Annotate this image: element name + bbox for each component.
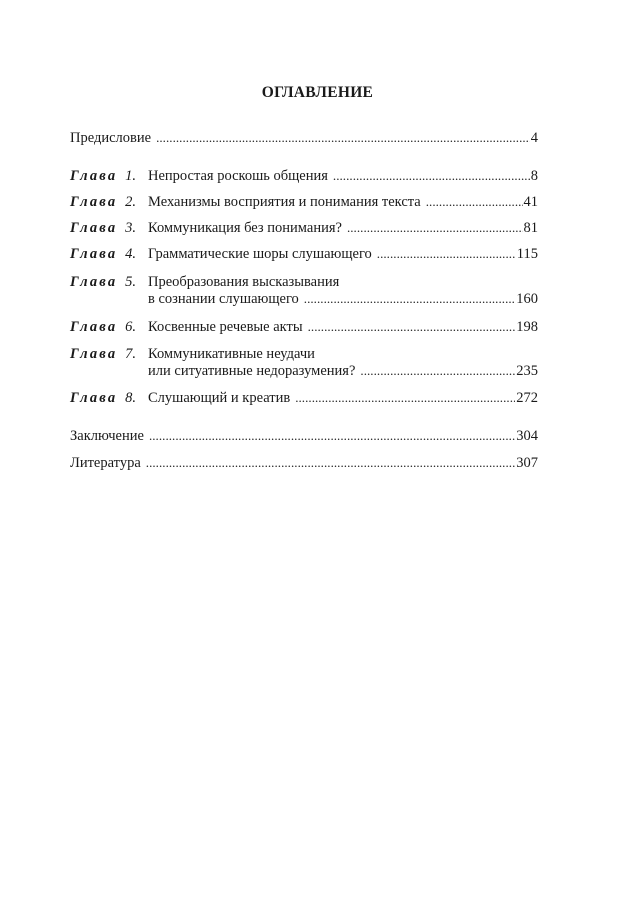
page-number: 8 bbox=[530, 168, 538, 184]
chapter-label: Глава 8. bbox=[70, 390, 137, 406]
dot-leader bbox=[333, 168, 530, 185]
toc-entry-chapter-8[interactable] bbox=[70, 390, 538, 407]
dot-leader bbox=[360, 363, 515, 380]
entry-title: Коммуникация без понимания? bbox=[148, 220, 342, 236]
chapter-label: Глава 6. bbox=[70, 319, 137, 335]
page-number: 115 bbox=[516, 246, 538, 262]
dot-leader bbox=[377, 246, 516, 263]
entry-title: Литература bbox=[70, 455, 141, 471]
chapter-label: Глава 5. bbox=[70, 274, 137, 290]
page-number: 304 bbox=[516, 428, 538, 444]
page-number: 81 bbox=[523, 220, 538, 236]
toc-entry-preface[interactable] bbox=[70, 130, 538, 147]
page-number: 307 bbox=[516, 455, 538, 471]
page-number: 4 bbox=[530, 130, 538, 146]
toc-entry-chapter-2[interactable] bbox=[70, 194, 538, 211]
dot-leader bbox=[146, 455, 515, 472]
page-number: 272 bbox=[516, 390, 538, 406]
page-number: 41 bbox=[523, 194, 538, 210]
dot-leader bbox=[304, 291, 515, 308]
page-number: 235 bbox=[516, 363, 538, 379]
entry-title: Заключение bbox=[70, 428, 144, 444]
toc-entry-conclusion[interactable] bbox=[70, 428, 538, 445]
entry-title: Механизмы восприятия и понимания текста bbox=[148, 194, 421, 210]
toc-entry-chapter-3[interactable] bbox=[70, 220, 538, 237]
entry-title-continued: в сознании слушающего bbox=[148, 291, 299, 307]
dot-leader bbox=[426, 194, 523, 211]
toc-entry-chapter-6[interactable] bbox=[70, 319, 538, 336]
page-number: 198 bbox=[516, 319, 538, 335]
toc-entry-chapter-5[interactable] bbox=[70, 274, 538, 308]
entry-title: Грамматические шоры слушающего bbox=[148, 246, 372, 262]
chapter-label: Глава 2. bbox=[70, 194, 137, 210]
entry-title: Косвенные речевые акты bbox=[148, 319, 303, 335]
entry-title: Непростая роскошь общения bbox=[148, 168, 328, 184]
toc-entry-chapter-1[interactable] bbox=[70, 168, 538, 185]
toc-entry-chapter-4[interactable] bbox=[70, 246, 538, 263]
toc-entry-chapter-7[interactable] bbox=[70, 346, 538, 380]
chapter-label: Глава 4. bbox=[70, 246, 137, 262]
dot-leader bbox=[149, 428, 515, 445]
toc-heading: ОГЛАВЛЕНИЕ bbox=[261, 84, 374, 101]
entry-title: Преобразования высказывания bbox=[148, 274, 340, 290]
toc-entry-literature[interactable] bbox=[70, 455, 538, 472]
dot-leader bbox=[347, 220, 523, 237]
page-number: 160 bbox=[516, 291, 538, 307]
chapter-label: Глава 7. bbox=[70, 346, 137, 362]
dot-leader bbox=[295, 390, 515, 407]
entry-title: Коммуникативные неудачи bbox=[148, 346, 315, 362]
entry-title: Слушающий и креатив bbox=[148, 390, 291, 406]
entry-title-continued: или ситуативные недоразумения? bbox=[148, 363, 356, 379]
entry-title: Предисловие bbox=[70, 130, 152, 146]
dot-leader bbox=[156, 130, 530, 147]
chapter-label: Глава 1. bbox=[70, 168, 137, 184]
chapter-label: Глава 3. bbox=[70, 220, 137, 236]
dot-leader bbox=[308, 319, 516, 336]
